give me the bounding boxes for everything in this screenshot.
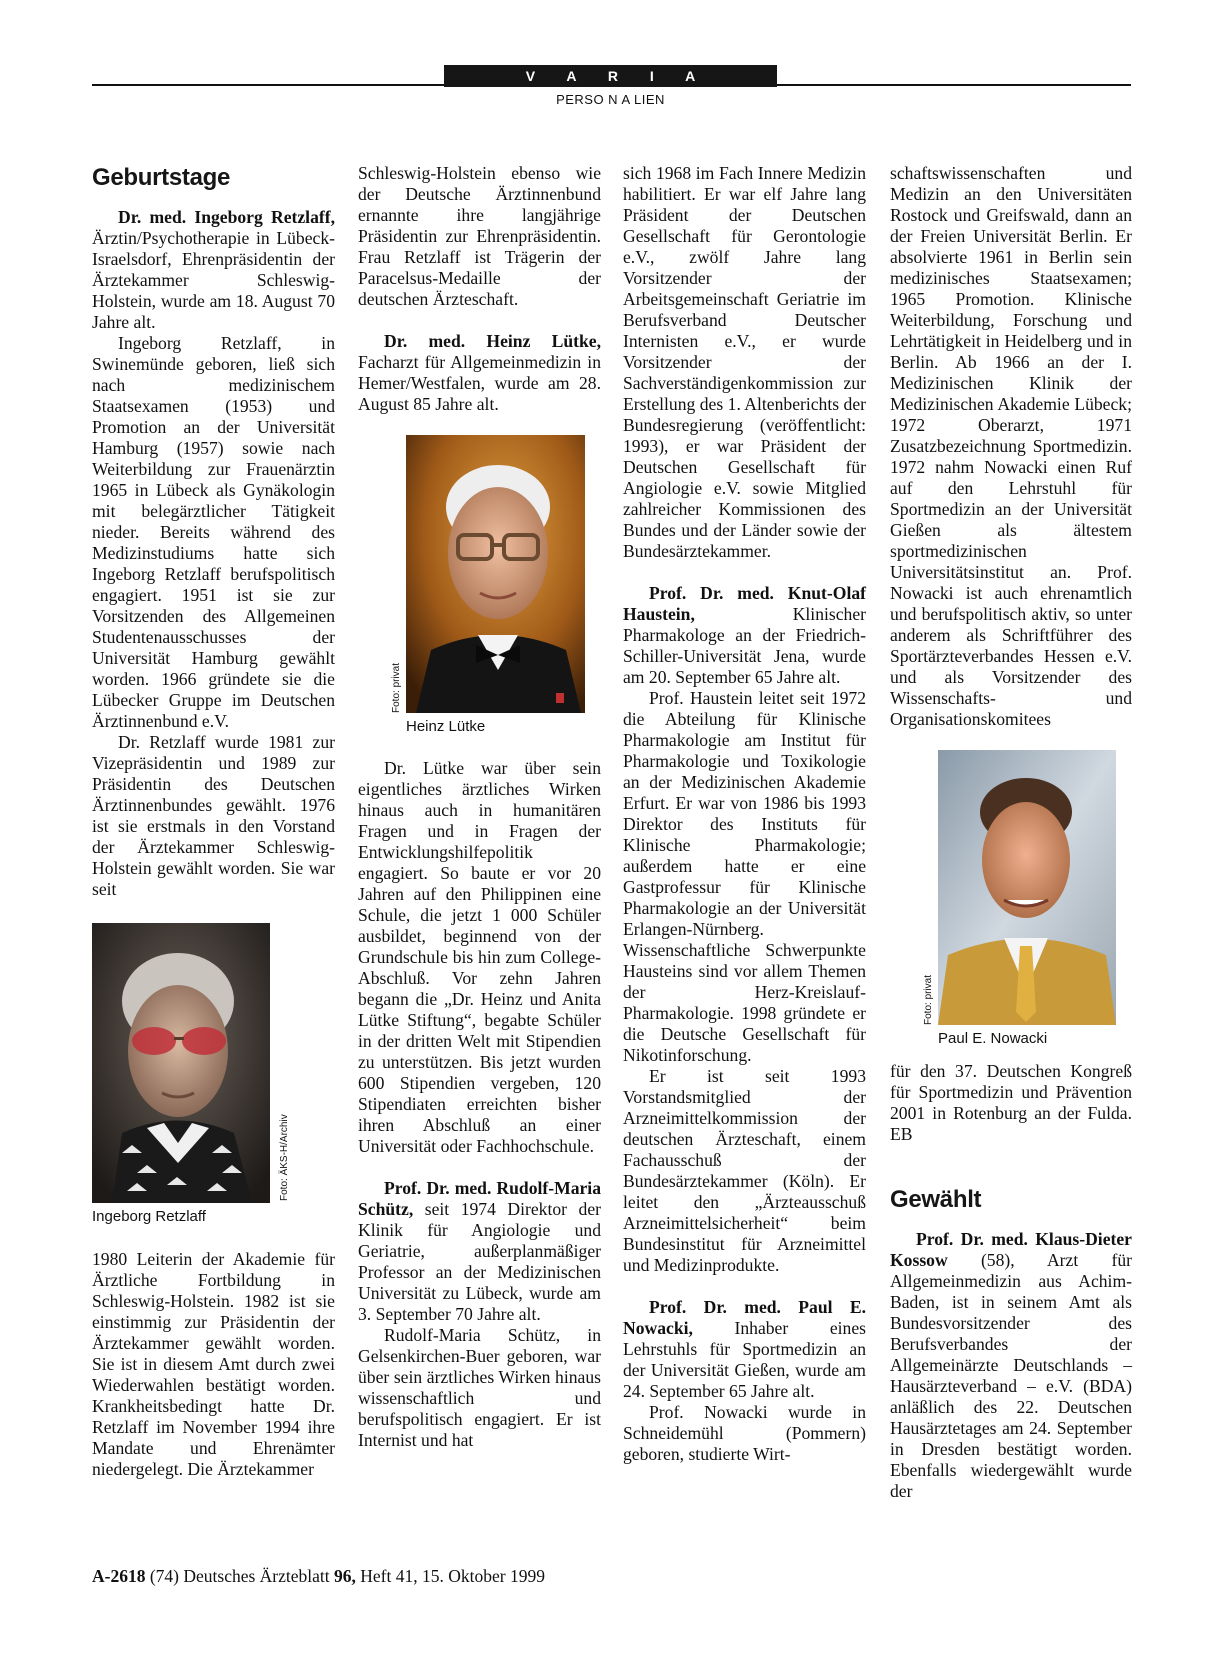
portrait-image <box>92 923 270 1203</box>
entry-haustein-intro: Prof. Dr. med. Knut-Olaf Haustein, Klinischer Pharmakologe an der Friedrich-Schiller-Universität Jena, wurde am 20. September 65 Jahre alt. <box>623 583 866 687</box>
heading-gewaehlt: Gewählt <box>890 1186 982 1213</box>
person-name: Prof. Dr. med. Paul E. Nowacki, <box>623 1297 866 1338</box>
paragraph: Dr. Retzlaff wurde 1981 zur Vizepräsidentin und 1989 zur Präsidentin des Deutschen Ärztinnenbundes gewählt. 1976 ist sie erstmals in den Vorstand der Ärztekammer Schleswig-Holstein gewählt worden. Sie war seit <box>92 732 335 899</box>
section-subtitle: PERSO N A LIEN <box>556 92 665 107</box>
column-4 <box>890 163 1132 1502</box>
page-footer <box>92 1566 545 1587</box>
column-3 <box>623 163 866 1465</box>
section-banner: V A R I A <box>444 65 777 87</box>
heading-geburtstage: Geburtstage <box>92 164 231 191</box>
paragraph: Prof. Nowacki wurde in Schneidemühl (Pommern) geboren, studierte Wirt- <box>623 1402 866 1464</box>
column-2 <box>358 163 601 1451</box>
paragraph: für den 37. Deutschen Kongreß für Sportmedizin und Prävention 2001 in Rotenburg an der Fulda. EB <box>890 1061 1132 1144</box>
portrait-illustration <box>406 435 585 713</box>
portrait-illustration <box>938 750 1116 1025</box>
photo-credit: Foto: ÄKS-H/Archiv <box>279 1114 290 1201</box>
photo-retzlaff <box>92 923 290 1227</box>
page-number: A-2618 <box>92 1566 146 1586</box>
paragraph: Ingeborg Retzlaff, in Swinemünde geboren, ließ sich nach medizinischem Staatsexamen (1953) und Promotion an der Universität Hamburg (1957) sowie nach Weiterbildung zur Frauenärztin 1965 in Lübeck als Gynäkologin mit belegärztlicher Tätigkeit nieder. Bereits während des Medizinstudiums hatte sich Ingeborg Retzlaff berufspolitisch engagiert. 1951 ist sie zur Vorsitzenden des Allgemeinen Studentenausschusses der Universität Hamburg gewählt worden. 1966 gründete sie die Lübecker Gruppe im Deutschen Ärztinnenbund e.V. <box>92 333 335 731</box>
paragraph: Schleswig-Holstein ebenso wie der Deutsche Ärztinnenbund ernannte ihre langjährige Präsidentin zur Ehrenpräsidentin. Frau Retzlaff ist Trägerin der Paracelsus-Medaille der deutschen Ärzteschaft. <box>358 163 601 309</box>
photo-credit: Foto: privat <box>923 974 934 1025</box>
column-1 <box>92 163 335 1480</box>
entry-kossow-intro: Prof. Dr. med. Klaus-Dieter Kossow (58), Arzt für Allgemeinmedizin aus Achim-Baden, ist in seinem Amt als Bundesvorsitzender des Berufsverbandes der Allgemeinärzte Deutschlands – Hausärzteverband – e.V. (BDA) anläßlich des 22. Deutschen Hausärztetages am 24. September in Dresden bestätigt worden. Ebenfalls wiedergewählt wurde der <box>890 1229 1132 1501</box>
photo-caption: Paul E. Nowacki <box>938 1030 1048 1047</box>
footer-issue: Heft 41, 15. Oktober 1999 <box>355 1566 545 1586</box>
person-name: Dr. med. Heinz Lütke, <box>384 331 601 351</box>
paragraph: 1980 Leiterin der Akademie für Ärztliche Fortbildung in Schleswig-Holstein. 1982 ist sie einstimmig zur Präsidentin der Ärztekammer gewählt worden. Sie ist in diesem Amt durch zwei Wiederwahlen bestätigt worden. Krankheitsbedingt hatte Dr. Retzlaff im November 1994 ihre Mandate und Ehrenämter niedergelegt. Die Ärztekammer <box>92 1249 335 1479</box>
paragraph: Dr. Lütke war über sein eigentliches ärztliches Wirken hinaus auch in humanitären Fragen und in Fragen der Entwicklungshilfepolitik engagiert. So baute er vor 20 Jahren auf den Philippinen eine Schule, die jetzt 1 000 Schüler ausbildet, beginnend von der Grundschule bis hin zum College-Abschluß. Vor zehn Jahren begann die „Dr. Heinz und Anita Lütke Stiftung“, begabte Schüler in der dritten Welt mit Stipendien zu unterstützen. Bis jetzt wurden 600 Stipendien vergeben, 120 Stipendiaten erreichten bisher ihren Abschluß an einer Universität oder Fachhochschule. <box>358 758 601 1156</box>
footer-journal: (74) Deutsches Ärzteblatt <box>149 1566 335 1586</box>
photo-luetke <box>391 435 601 737</box>
paragraph: schaftswissenschaften und Medizin an den Universitäten Rostock und Greifswald, dann an der Freien Universität Berlin. Er absolvierte 1961 in Berlin sein medizinisches Staatsexamen; 1965 Promotion. Klinische Weiterbildung, Forschung und Lehrtätigkeit in Heidelberg und in Berlin. Ab 1966 an der I. Medizinischen Klinik der Medizinischen Akademie Lübeck; 1972 Oberarzt, 1971 Zusatzbezeichnung Sportmedizin. 1972 nahm Nowacki einen Ruf auf den Lehrstuhl für Sportmedizin an der Universität Gießen als ältestem sportmedizinischen Universitätsinstitut an. Prof. Nowacki ist auch ehrenamtlich und berufspolitisch aktiv, so unter anderem als Schriftführer des Sportärzteverbandes Hessen e.V. und als Vorsitzender des Wissenschafts- und Organisationskomitees <box>890 163 1132 729</box>
footer-volume: 96, <box>334 1566 356 1586</box>
paragraph: Prof. Haustein leitet seit 1972 die Abteilung für Klinische Pharmakologie am Institut für Pharmakologie und Toxikologie an der Medizinischen Akademie Erfurt. Er war von 1986 bis 1993 Direktor des Instituts für Klinische Pharmakologie; außerdem hatte er eine Gastprofessur für Klinische Pharmakologie an der Universität Erlangen-Nürnberg. Wissenschaftliche Schwerpunkte Hausteins sind vor allem Themen der Herz-Kreislauf-Pharmakologie. 1998 gründete er die Deutsche Gesellschaft für Nikotinforschung. <box>623 688 866 1065</box>
paragraph: sich 1968 im Fach Innere Medizin habilitiert. Er war elf Jahre lang Präsident der Deutschen Gesellschaft für Gerontologie e.V., zwölf Jahre lang Vorsitzender der Arbeitsgemeinschaft Geriatrie im Berufsverband Deutscher Internisten e.V., er wurde Vorsitzender der Sachverständigenkommission zur Erstellung des 1. Altenberichts der Bundesregierung (veröffentlicht: 1993), er war Präsident der Deutschen Gesellschaft für Angiologie e.V. sowie Mitglied zahlreicher Kommissionen des Bundes und der Länder sowie der Bundesärztekammer. <box>623 163 866 561</box>
person-name: Dr. med. Ingeborg Retzlaff, <box>118 207 335 227</box>
paragraph: Rudolf-Maria Schütz, in Gelsenkirchen-Buer geboren, war über sein ärztliches Wirken hinaus wissenschaftlich und berufspolitisch engagiert. Er ist Internist und hat <box>358 1325 601 1450</box>
portrait-illustration <box>92 923 270 1203</box>
person-name: Prof. Dr. med. Knut-Olaf Haustein, <box>623 583 866 624</box>
portrait-image <box>406 435 585 713</box>
portrait-image <box>938 750 1116 1025</box>
photo-caption: Ingeborg Retzlaff <box>92 1208 206 1225</box>
entry-nowacki-intro: Prof. Dr. med. Paul E. Nowacki, Inhaber eines Lehrstuhls für Sportmedizin an der Universität Gießen, wurde am 24. September 65 Jahre alt. <box>623 1297 866 1401</box>
photo-nowacki <box>923 750 1132 1049</box>
entry-retzlaff-intro: Dr. med. Ingeborg Retzlaff, Ärztin/Psychotherapie in Lübeck-Israelsdorf, Ehrenpräsidentin der Ärztekammer Schleswig-Holstein, wurde am 18. August 70 Jahre alt. <box>92 207 335 332</box>
person-name: Prof. Dr. med. Klaus-Dieter Kossow <box>890 1229 1132 1270</box>
photo-credit: Foto: privat <box>391 662 402 713</box>
person-name: Prof. Dr. med. Rudolf-Maria Schütz, <box>358 1178 601 1219</box>
entry-schuetz-intro: Prof. Dr. med. Rudolf-Maria Schütz, seit 1974 Direktor der Klinik für Angiologie und Geriatrie, außerplanmäßiger Professor an der Medizinischen Universität zu Lübeck, wurde am 3. September 70 Jahre alt. <box>358 1178 601 1324</box>
photo-caption: Heinz Lütke <box>406 718 486 735</box>
paragraph: Er ist seit 1993 Vorstandsmitglied der Arzneimittelkommission der deutschen Ärzteschaft, einem Fachausschuß der Bundesärztekammer (Köln). Er leitet den „Ärzteausschuß Arzneimittelsicherheit“ beim Bundesinstitut für Arzneimittel und Medizinprodukte. <box>623 1066 866 1275</box>
entry-luetke-intro: Dr. med. Heinz Lütke, Facharzt für Allgemeinmedizin in Hemer/Westfalen, wurde am 28. August 85 Jahre alt. <box>358 331 601 414</box>
